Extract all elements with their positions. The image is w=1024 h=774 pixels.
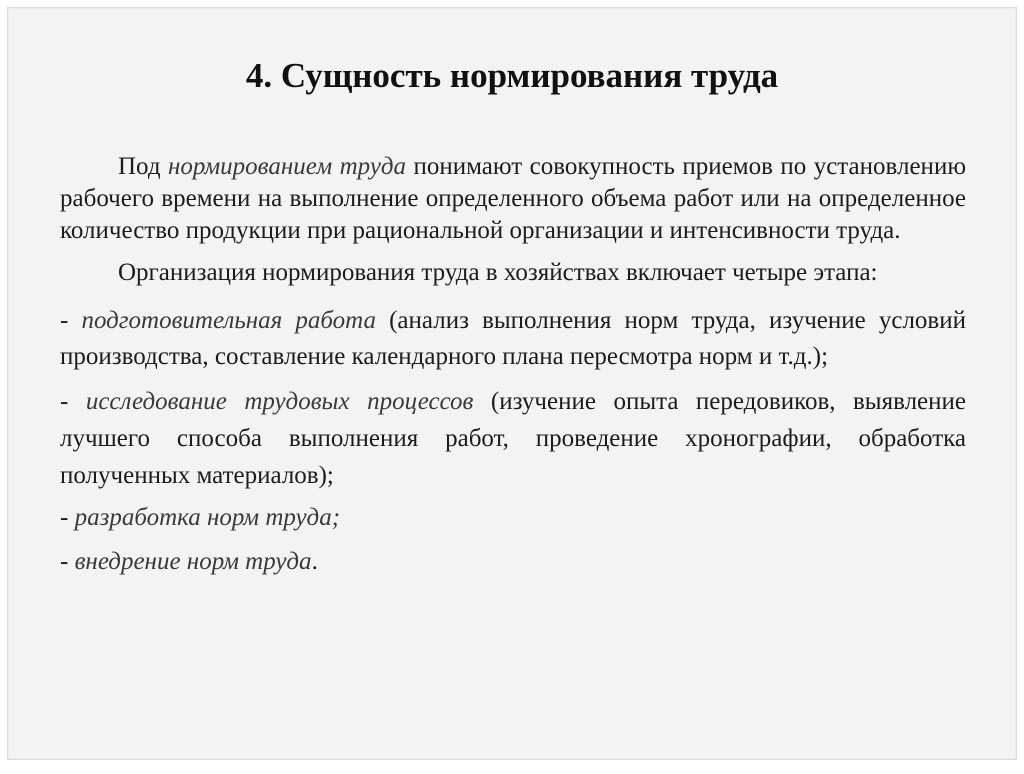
definition-lead: Под <box>118 153 169 180</box>
stage-dash: - <box>60 388 86 415</box>
slide-title: 4. Сущность нормирования труда <box>245 56 779 95</box>
definition-term: нормированием труда <box>168 153 407 180</box>
stage-term: внедрение норм труда <box>74 548 312 575</box>
stage-description: (изучение опыта передовиков, выявление лучшего способа выполнения работ, проведение хронографии, обработка полученных материалов); <box>60 388 966 489</box>
stage-dash: - <box>60 307 82 334</box>
stage-item-development <box>60 502 966 534</box>
stages-intro-paragraph: Организация нормирования труда в хозяйствах включает четыре этапа: <box>118 259 878 286</box>
stage-item-preparation <box>60 303 966 375</box>
slide <box>7 7 1017 760</box>
stage-term: исследование трудовых процессов <box>85 388 474 415</box>
stage-dash: - <box>60 548 75 575</box>
definition-paragraph <box>60 151 966 247</box>
stage-description: (анализ выполнения норм труда, изучение условий производства, составление календарного плана пересмотра норм и т.д.); <box>60 307 966 370</box>
stage-item-research <box>60 383 966 494</box>
stage-description: . <box>311 548 318 575</box>
stage-term: подготовительная работа <box>81 307 376 334</box>
stage-term: разработка норм труда; <box>74 504 341 531</box>
slide-body <box>60 151 966 578</box>
stage-item-implementation <box>60 546 966 578</box>
definition-text: понимают совокупность приемов по установлению рабочего времени на выполнение определенного объема работ или на определенное количество продукции при рациональной организации и интенсивности труда. <box>60 153 966 244</box>
stage-dash: - <box>60 504 75 531</box>
